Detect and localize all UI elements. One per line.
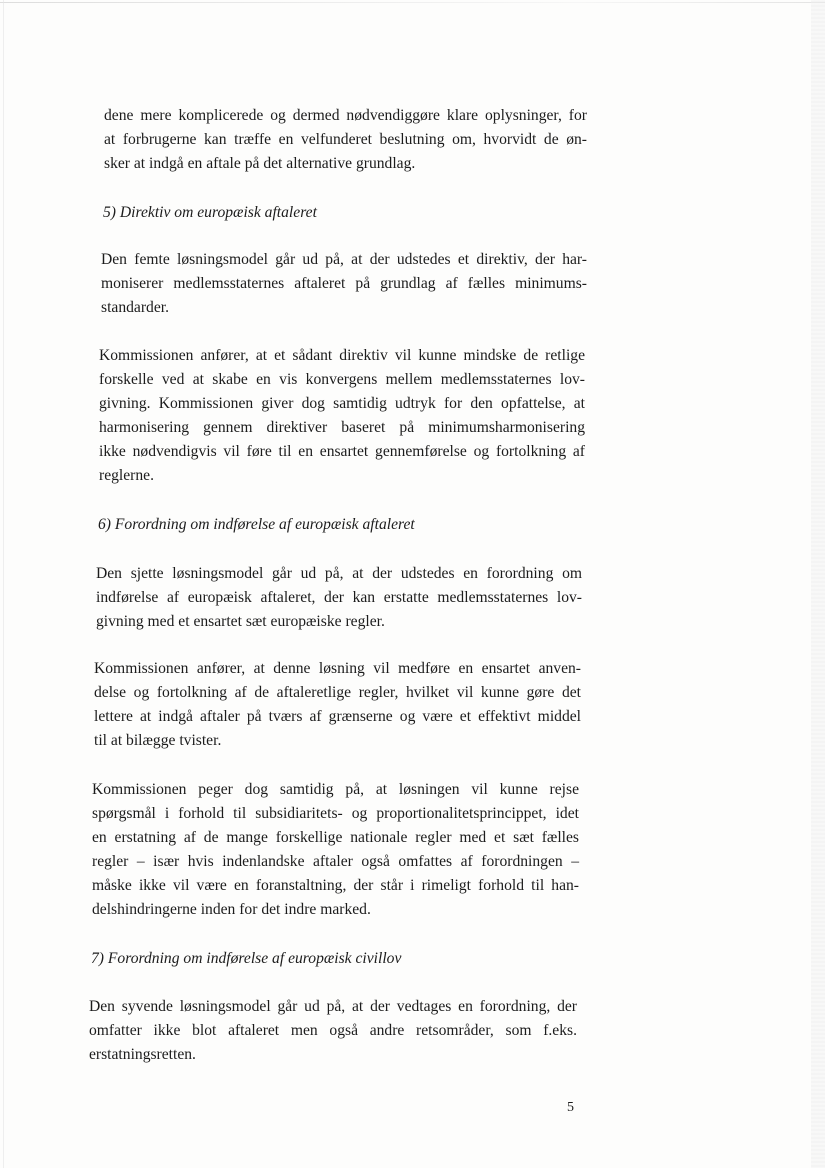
text-line: Kommissionen anfører, at et sådant direktiv vil kunne mindske de retlige	[99, 347, 585, 364]
scan-edge-right	[811, 0, 825, 1168]
section-heading-7: 7) Forordning om indførelse af europæisk civillov	[91, 950, 402, 967]
text-line: regler – især hvis indenlandske aftaler også omfattes af forordningen –	[92, 853, 579, 870]
scan-edge-left	[3, 0, 4, 1168]
text-line: givning. Kommissionen giver dog samtidig udtryk for den opfattelse, at	[99, 395, 585, 412]
text-line: standarder.	[101, 299, 169, 316]
paragraph-commission-directive	[99, 344, 585, 488]
page-number: 5	[567, 1100, 574, 1115]
text-line: ikke nødvendigvis vil føre til en ensartet gennemførelse og fortolkning af	[99, 443, 585, 460]
paragraph-commission-regulation	[94, 657, 581, 753]
text-line: sker at indgå en aftale på det alternative grundlag.	[104, 155, 416, 172]
text-line: Den syvende løsningsmodel går ud på, at der vedtages en forordning, der	[89, 998, 577, 1015]
text-line: indførelse af europæisk aftaleret, der kan erstatte medlemsstaternes lov-	[96, 589, 582, 606]
text-line: en erstatning af de mange forskellige nationale regler med et sæt fælles	[92, 829, 579, 846]
text-line: omfatter ikke blot aftaleret men også andre retsområder, som f.eks.	[89, 1022, 577, 1039]
section-heading-5: 5) Direktiv om europæisk aftaleret	[103, 204, 317, 221]
text-line: til at bilægge tvister.	[94, 732, 222, 749]
text-line: Den femte løsningsmodel går ud på, at der udstedes et direktiv, der har-	[101, 251, 587, 268]
text-line: at forbrugerne kan træffe en velfunderet beslutning om, hvorvidt de øn-	[104, 131, 587, 148]
text-line: dene mere komplicerede og dermed nødvendiggøre klare oplysninger, for	[104, 107, 587, 124]
text-line: spørgsmål i forhold til subsidiaritets- og proportionalitetsprincippet, idet	[92, 805, 579, 822]
text-line: Kommissionen anfører, at denne løsning vil medføre en ensartet anven-	[94, 660, 581, 677]
text-line: delshindringerne inden for det indre marked.	[92, 901, 371, 918]
text-line: forskelle ved at skabe en vis konvergens mellem medlemsstaternes lov-	[99, 371, 585, 388]
paragraph-continuation	[104, 104, 587, 176]
text-line: lettere at indgå aftaler på tværs af grænserne og være et effektivt middel	[94, 708, 581, 725]
text-line: moniserer medlemsstaternes aftaleret på grundlag af fælles minimums-	[101, 275, 587, 292]
text-line: harmonisering gennem direktiver baseret på minimumsharmonisering	[99, 419, 585, 436]
text-line: delse og fortolkning af de aftaleretlige regler, hvilket vil kunne gøre det	[94, 684, 581, 701]
text-line: Den sjette løsningsmodel går ud på, at der udstedes en forordning om	[96, 565, 582, 582]
section-heading-6: 6) Forordning om indførelse af europæisk aftaleret	[98, 516, 415, 533]
text-line: reglerne.	[99, 467, 154, 484]
text-line: Kommissionen peger dog samtidig på, at løsningen vil kunne rejse	[92, 781, 579, 798]
text-line: erstatningsretten.	[89, 1046, 196, 1063]
paragraph-fifth-model	[101, 248, 587, 320]
text-line: måske ikke vil være en foranstaltning, der står i rimeligt forhold til han-	[92, 877, 579, 894]
paragraph-subsidiarity	[92, 778, 579, 922]
text-line: givning med et ensartet sæt europæiske regler.	[96, 613, 385, 630]
paragraph-seventh-model	[89, 995, 577, 1067]
paragraph-sixth-model	[96, 562, 582, 634]
scan-edge-top	[0, 2, 825, 3]
